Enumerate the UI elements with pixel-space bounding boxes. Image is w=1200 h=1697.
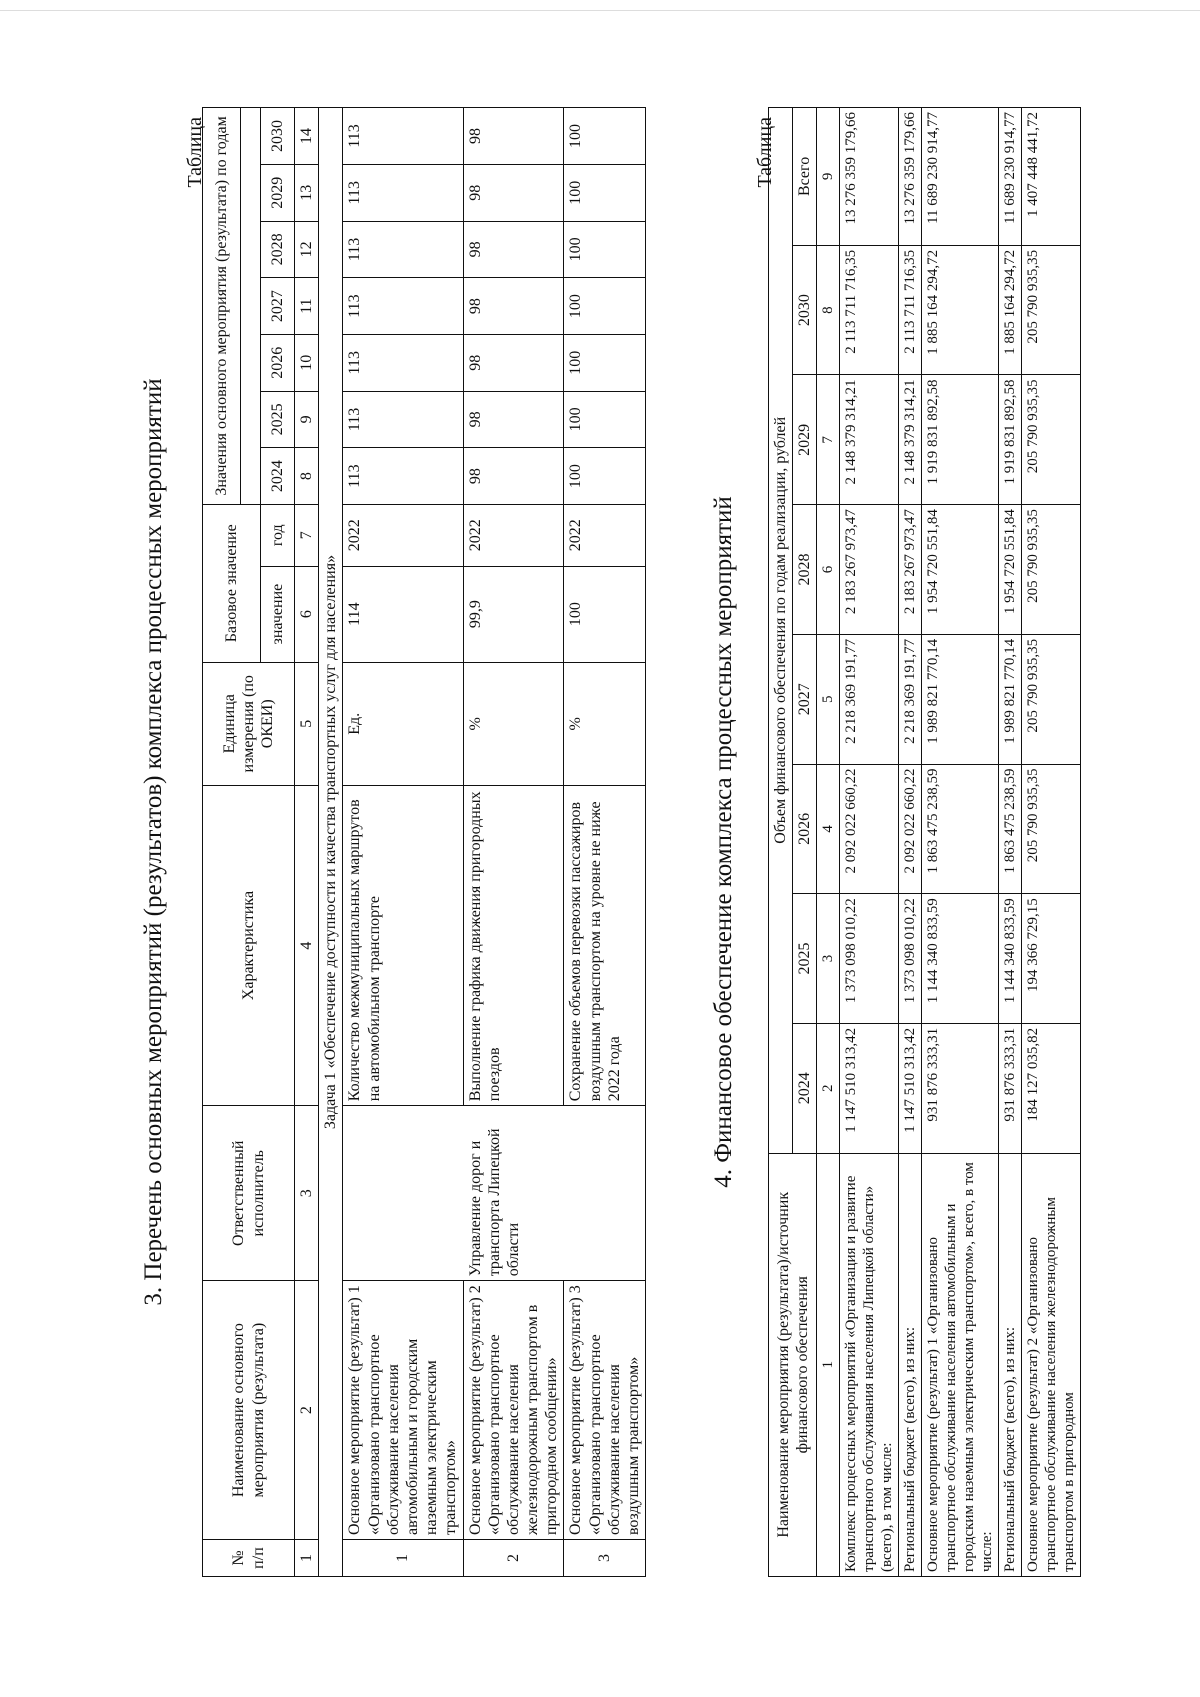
task-row: Задача 1 «Обеспечение доступности и качества транспортных услуг для населения» [319, 108, 343, 1577]
fin-value: 2 148 379 314,21 [840, 375, 899, 505]
fin-col-number: 2 [817, 1023, 840, 1153]
row-value: 98 [463, 164, 564, 221]
row-value: 98 [463, 221, 564, 278]
fin-value: 205 790 935,35 [1022, 764, 1081, 894]
row-value: 98 [463, 334, 564, 391]
fin-row-name: Основное мероприятие (результат) 2 «Организовано транспортное обслуживание населения железнодорожным транспортом в пригородном [1022, 1153, 1081, 1576]
fin-header-year: 2027 [793, 634, 817, 764]
fin-value: 1 147 510 313,42 [899, 1023, 922, 1153]
activities-table [202, 107, 646, 1577]
row-value: 113 [343, 334, 463, 391]
fin-value: 1 919 831 892,58 [999, 375, 1022, 505]
table-row [840, 108, 899, 1577]
fin-col-number: 5 [817, 634, 840, 764]
col-number: 12 [295, 221, 319, 278]
fin-value: 2 092 022 660,22 [840, 764, 899, 894]
col-number: 7 [295, 504, 319, 566]
header-year: 2030 [261, 108, 295, 165]
table-row [922, 108, 999, 1577]
table-row [343, 108, 463, 1577]
row-value: 100 [564, 221, 646, 278]
header-year: 2024 [261, 448, 295, 505]
col-number: 4 [295, 785, 319, 1105]
fin-header-year: 2029 [793, 375, 817, 505]
fin-header-volume: Объем финансового обеспечения по годам реализации, рублей [769, 108, 793, 1154]
row-name: Основное мероприятие (результат) 2 «Организовано транспортное обслуживание населения железнодорожным транспортом в пригородном сообщении» [463, 1281, 564, 1540]
row-value: 113 [343, 164, 463, 221]
section-4-title: 4. Финансовое обеспечение комплекса процессных мероприятий [710, 496, 737, 1188]
row-base-year: 2022 [564, 504, 646, 566]
row-value: 113 [343, 448, 463, 505]
table-row [564, 108, 646, 1577]
row-value: 100 [564, 278, 646, 335]
col-number: 2 [295, 1281, 319, 1540]
row-name: Основное мероприятие (результат) 3 «Организовано транспортное обслуживание населения воздушным транспортом» [564, 1281, 646, 1540]
fin-col-number: 8 [817, 245, 840, 375]
row-num: 1 [343, 1540, 463, 1577]
col-number: 5 [295, 662, 319, 785]
table-row [999, 108, 1022, 1577]
fin-value: 1 885 164 294,72 [999, 245, 1022, 375]
section-3 [140, 107, 646, 1577]
fin-value: 1 147 510 313,42 [840, 1023, 899, 1153]
row-base-year: 2022 [343, 504, 463, 566]
row-value: 100 [564, 334, 646, 391]
header-executor: Ответственный исполнитель [203, 1106, 295, 1281]
row-value: 98 [463, 448, 564, 505]
header-values: Значения основного мероприятия (результата) по годам [203, 108, 241, 505]
page-top-edge [0, 10, 1200, 11]
fin-value: 1 954 720 551,84 [999, 505, 1022, 635]
fin-header-year: 2024 [793, 1023, 817, 1153]
row-value: 98 [463, 391, 564, 448]
row-value: 113 [343, 278, 463, 335]
section-3-title: 3. Перечень основных мероприятий (результатов) комплекса процессных мероприятий [140, 378, 167, 1306]
row-value: 100 [564, 391, 646, 448]
row-unit: % [463, 662, 564, 785]
row-base-value: 114 [343, 566, 463, 662]
fin-value: 2 092 022 660,22 [899, 764, 922, 894]
fin-total: 11 689 230 914,77 [922, 108, 999, 246]
row-value: 100 [564, 164, 646, 221]
fin-row-name: Региональный бюджет (всего), из них: [999, 1153, 1022, 1576]
row-executor: Управление дорог и транспорта Липецкой области [343, 1106, 646, 1281]
fin-value: 1 954 720 551,84 [922, 505, 999, 635]
fin-value: 205 790 935,35 [1022, 505, 1081, 635]
fin-value: 2 113 711 716,35 [899, 245, 922, 375]
row-value: 100 [564, 108, 646, 165]
fin-value: 1 144 340 833,59 [999, 894, 1022, 1024]
row-value: 113 [343, 221, 463, 278]
section-4 [710, 107, 1081, 1577]
fin-col-number: 7 [817, 375, 840, 505]
fin-header-year: 2025 [793, 894, 817, 1024]
fin-value: 1 373 098 010,22 [899, 894, 922, 1024]
row-num: 3 [564, 1540, 646, 1577]
row-base-value: 99,9 [463, 566, 564, 662]
fin-value: 194 366 729,15 [1022, 894, 1081, 1024]
section-4-table-tag: Таблица [754, 117, 776, 188]
col-number: 10 [295, 334, 319, 391]
header-values-spacer [241, 108, 261, 505]
fin-value: 1 885 164 294,72 [922, 245, 999, 375]
row-characteristic: Выполнение графика движения пригородных поездов [463, 785, 564, 1105]
fin-col-number: 1 [817, 1153, 840, 1576]
header-base-value: значение [261, 566, 295, 662]
header-year: 2027 [261, 278, 295, 335]
fin-value: 2 183 267 973,47 [840, 505, 899, 635]
col-number: 1 [295, 1540, 319, 1577]
fin-value: 1 863 475 238,59 [922, 764, 999, 894]
fin-value: 2 218 369 191,77 [840, 634, 899, 764]
row-value: 100 [564, 448, 646, 505]
fin-value: 205 790 935,35 [1022, 245, 1081, 375]
fin-value: 2 183 267 973,47 [899, 505, 922, 635]
fin-column-number-row [817, 108, 840, 1577]
fin-row-name: Основное мероприятие (результат) 1 «Организовано транспортное обслуживание населения автомобильным и городским наземным электрическим транспортом», всего, в том числе: [922, 1153, 999, 1576]
row-value: 113 [343, 108, 463, 165]
col-number: 3 [295, 1106, 319, 1281]
fin-value: 1 989 821 770,14 [922, 634, 999, 764]
header-characteristic: Характеристика [203, 785, 295, 1105]
fin-header-name: Наименование мероприятия (результата)/источник финансового обеспечения [769, 1153, 817, 1576]
header-year: 2029 [261, 164, 295, 221]
table-row [1022, 108, 1081, 1577]
row-base-year: 2022 [463, 504, 564, 566]
fin-header-year: 2028 [793, 505, 817, 635]
section-3-table-tag: Таблица [184, 117, 206, 188]
fin-col-number: 9 [817, 108, 840, 246]
header-base: Базовое значение [203, 504, 261, 662]
fin-value: 184 127 035,82 [1022, 1023, 1081, 1153]
row-unit: % [564, 662, 646, 785]
col-number: 9 [295, 391, 319, 448]
fin-col-number: 6 [817, 505, 840, 635]
fin-value: 931 876 333,31 [999, 1023, 1022, 1153]
col-number: 11 [295, 278, 319, 335]
fin-value: 2 218 369 191,77 [899, 634, 922, 764]
header-name: Наименование основного мероприятия (результата) [203, 1281, 295, 1540]
col-number: 13 [295, 164, 319, 221]
fin-value: 205 790 935,35 [1022, 634, 1081, 764]
financing-table [768, 107, 1081, 1577]
header-year: 2026 [261, 334, 295, 391]
row-value: 113 [343, 391, 463, 448]
row-name: Основное мероприятие (результат) 1 «Организовано транспортное обслуживание населения автомобильным и городским наземным электрическим транспортом» [343, 1281, 463, 1540]
fin-row-name: Региональный бюджет (всего), из них: [899, 1153, 922, 1576]
fin-total: 13 276 359 179,66 [840, 108, 899, 246]
fin-col-number: 4 [817, 764, 840, 894]
fin-total: 11 689 230 914,77 [999, 108, 1022, 246]
col-number: 6 [295, 566, 319, 662]
header-year: 2028 [261, 221, 295, 278]
fin-value: 2 113 711 716,35 [840, 245, 899, 375]
col-number: 8 [295, 448, 319, 505]
header-base-year: год [261, 504, 295, 566]
fin-value: 1 373 098 010,22 [840, 894, 899, 1024]
row-characteristic: Количество межмуниципальных маршрутов на автомобильном транспорте [343, 785, 463, 1105]
row-value: 98 [463, 108, 564, 165]
row-value: 98 [463, 278, 564, 335]
fin-value: 1 989 821 770,14 [999, 634, 1022, 764]
rotated-document-page [0, 97, 1200, 1697]
column-number-row [295, 108, 319, 1577]
fin-header-total: Всего [793, 108, 817, 246]
table-row [899, 108, 922, 1577]
header-num: № п/п [203, 1540, 295, 1577]
fin-total: 1 407 448 441,72 [1022, 108, 1081, 246]
col-number: 14 [295, 108, 319, 165]
row-characteristic: Сохранение объемов перевозки пассажиров воздушным транспортом на уровне не ниже 2022 года [564, 785, 646, 1105]
fin-col-number: 3 [817, 894, 840, 1024]
fin-value: 931 876 333,31 [922, 1023, 999, 1153]
row-num: 2 [463, 1540, 564, 1577]
table-row [463, 108, 564, 1577]
fin-value: 2 148 379 314,21 [899, 375, 922, 505]
fin-total: 13 276 359 179,66 [899, 108, 922, 246]
fin-value: 1 863 475 238,59 [999, 764, 1022, 894]
header-unit: Единица измерения (по ОКЕИ) [203, 662, 295, 785]
fin-value: 205 790 935,35 [1022, 375, 1081, 505]
row-unit: Ед. [343, 662, 463, 785]
fin-row-name: Комплекс процессных мероприятий «Организация и развитие транспортного обслуживания населения Липецкой области» (всего), в том числе: [840, 1153, 899, 1576]
fin-header-year: 2026 [793, 764, 817, 894]
fin-header-year: 2030 [793, 245, 817, 375]
row-base-value: 100 [564, 566, 646, 662]
fin-value: 1 919 831 892,58 [922, 375, 999, 505]
header-year: 2025 [261, 391, 295, 448]
fin-value: 1 144 340 833,59 [922, 894, 999, 1024]
